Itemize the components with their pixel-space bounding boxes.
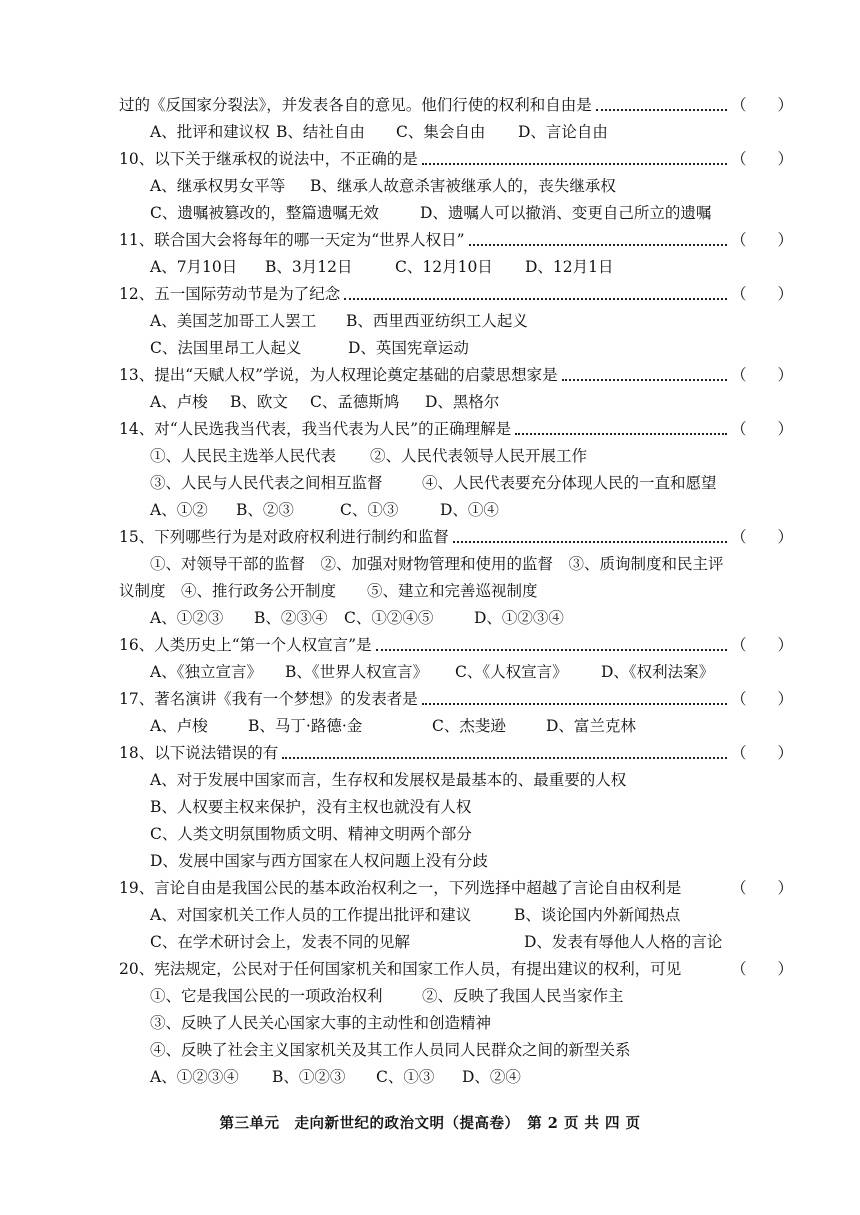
answer-option: C、孟德斯鸠 <box>310 393 400 411</box>
answer-blank: （ ） <box>731 636 794 654</box>
dot-leader <box>596 109 727 111</box>
answer-option: D、发表有辱他人人格的言论 <box>524 933 723 951</box>
answer-option: ①、人民民主选举人民代表 <box>150 447 337 465</box>
question-stem-line <box>119 92 795 119</box>
answer-option: C、遗嘱被篡改的，整篇遗嘱无效 <box>150 204 379 222</box>
answer-option: B、西里西亚纺织工人起义 <box>346 312 528 330</box>
answer-option: C、①③ <box>340 501 399 519</box>
options-line <box>119 929 795 956</box>
answer-option: D、①④ <box>440 501 499 519</box>
answer-option: C、法国里昂工人起义 <box>150 339 302 357</box>
question-stem-line <box>119 686 795 713</box>
options-line <box>119 173 795 200</box>
text-line: C、人类文明氛围物质文明、精神文明两个部分 <box>150 825 472 843</box>
answer-option: D、①②③④ <box>474 609 564 627</box>
answer-option: A、美国芝加哥工人罢工 <box>150 312 317 330</box>
dot-leader <box>422 703 727 705</box>
question-stem: 16、人类历史上“第一个人权宣言”是 <box>119 636 372 654</box>
answer-option: B、谈论国内外新闻热点 <box>514 906 681 924</box>
options-line <box>119 470 795 497</box>
text-line: ④、反映了社会主义国家机关及其工作人员同人民群众之间的新型关系 <box>150 1041 631 1059</box>
question-stem-line <box>119 956 795 983</box>
question-stem: 17、著名演讲《我有一个梦想》的发表者是 <box>119 690 418 708</box>
answer-option: C、①③ <box>376 1068 435 1086</box>
answer-blank: （ ） <box>731 231 794 249</box>
text-line: 议制度 ④、推行政务公开制度 ⑤、建立和完善巡视制度 <box>119 582 538 600</box>
options-line <box>119 902 795 929</box>
question-stem: 13、提出“天赋人权”学说，为人权理论奠定基础的启蒙思想家是 <box>119 366 558 384</box>
question-stem-line <box>119 740 795 767</box>
dot-leader <box>282 757 727 759</box>
answer-option: A、①②③ <box>150 609 224 627</box>
answer-option: D、②④ <box>462 1068 521 1086</box>
answer-option: D、遗嘱人可以撤消、变更自己所立的遗嘱 <box>420 204 712 222</box>
answer-option: C、《人权宣言》 <box>455 663 568 681</box>
question-stem-line <box>119 362 795 389</box>
answer-option: C、在学术研讨会上，发表不同的见解 <box>150 933 410 951</box>
answer-blank: （ ） <box>731 150 794 168</box>
text-line: D、发展中国家与西方国家在人权问题上没有分歧 <box>150 852 488 870</box>
question-stem: 15、下列哪些行为是对政府权利进行制约和监督 <box>119 528 449 546</box>
answer-option: ④、人民代表要充分体现人民的一直和愿望 <box>422 474 717 492</box>
answer-blank: （ ） <box>731 285 794 303</box>
answer-blank: （ ） <box>731 96 794 114</box>
options-line <box>119 335 795 362</box>
answer-option: A、①② <box>150 501 208 519</box>
text-line: ③、反映了人民关心国家大事的主动性和创造精神 <box>150 1014 492 1032</box>
options-line <box>119 605 795 632</box>
page-footer: 第三单元 走向新世纪的政治文明（提高卷） 第 2 页 共 四 页 <box>219 1115 641 1132</box>
answer-blank: （ ） <box>731 528 794 546</box>
question-stem: 20、宪法规定，公民对于任何国家机关和国家工作人员，有提出建议的权利，可见 <box>119 960 682 978</box>
question-stem-line <box>119 227 795 254</box>
answer-option: D、富兰克林 <box>546 717 636 735</box>
options-line <box>119 443 795 470</box>
answer-option: C、集会自由 <box>396 123 486 141</box>
text-line: B、人权要主权来保护，没有主权也就没有人权 <box>150 798 472 816</box>
options-line <box>119 1064 795 1091</box>
question-stem: 12、五一国际劳动节是为了纪念 <box>119 285 341 303</box>
answer-option: A、对国家机关工作人员的工作提出批评和建议 <box>150 906 472 924</box>
question-stem-line <box>119 524 795 551</box>
answer-option: D、12月1日 <box>525 258 614 276</box>
question-stem: 18、以下说法错误的有 <box>119 744 279 762</box>
options-line <box>119 983 795 1010</box>
question-stem: 19、言论自由是我国公民的基本政治权利之一，下列选择中超越了言论自由权利是 <box>119 879 682 897</box>
options-line <box>119 119 795 146</box>
answer-blank: （ ） <box>731 744 794 762</box>
answer-option: D、英国宪章运动 <box>348 339 469 357</box>
answer-option: B、3月12日 <box>265 258 353 276</box>
answer-option: B、结社自由 <box>276 123 365 141</box>
answer-option: B、马丁·路德·金 <box>248 717 363 735</box>
answer-option: D、言论自由 <box>518 123 608 141</box>
options-line <box>119 308 795 335</box>
answer-option: ②、人民代表领导人民开展工作 <box>370 447 588 465</box>
text-line: A、对于发展中国家而言，生存权和发展权是最基本的、最重要的人权 <box>150 771 627 789</box>
answer-option: C、杰斐逊 <box>432 717 506 735</box>
answer-option: A、批评和建议权 <box>150 123 270 141</box>
text-line: ①、对领导干部的监督 ②、加强对财物管理和使用的监督 ③、质询制度和民主评 <box>150 555 724 573</box>
dot-leader <box>453 541 727 543</box>
dot-leader <box>469 244 727 246</box>
dot-leader <box>376 649 727 651</box>
question-stem-line <box>119 875 795 902</box>
answer-blank: （ ） <box>731 960 794 978</box>
options-line <box>119 659 795 686</box>
answer-option: A、①②③④ <box>150 1068 239 1086</box>
answer-option: C、①②④⑤ <box>344 609 434 627</box>
answer-option: A、卢梭 <box>150 393 208 411</box>
answer-option: A、《独立宣言》 <box>150 663 262 681</box>
options-line <box>119 200 795 227</box>
dot-leader <box>344 298 727 300</box>
dot-leader <box>422 163 727 165</box>
answer-option: B、①②③ <box>272 1068 346 1086</box>
answer-option: B、②③ <box>236 501 294 519</box>
question-stem: 10、以下关于继承权的说法中，不正确的是 <box>119 150 418 168</box>
options-line <box>119 254 795 281</box>
answer-option: B、继承人故意杀害被继承人的，丧失继承权 <box>310 177 616 195</box>
question-list <box>119 92 795 1091</box>
question-stem: 过的《反国家分裂法》，并发表各自的意见。他们行使的权利和自由是 <box>119 96 592 114</box>
question-stem-line <box>119 416 795 443</box>
answer-option: A、7月10日 <box>150 258 238 276</box>
options-line <box>119 713 795 740</box>
answer-option: ②、反映了我国人民当家作主 <box>422 987 624 1005</box>
answer-option: B、欧文 <box>230 393 288 411</box>
answer-option: B、②③④ <box>254 609 328 627</box>
question-stem: 14、对“人民选我当代表，我当代表为人民”的正确理解是 <box>119 420 512 438</box>
answer-option: A、卢梭 <box>150 717 208 735</box>
answer-blank: （ ） <box>731 690 794 708</box>
answer-blank: （ ） <box>731 879 794 897</box>
question-stem-line <box>119 281 795 308</box>
options-line <box>119 389 795 416</box>
question-stem: 11、联合国大会将每年的哪一天定为“世界人权日” <box>119 231 465 249</box>
answer-option: C、12月10日 <box>395 258 493 276</box>
answer-option: ①、它是我国公民的一项政治权利 <box>150 987 383 1005</box>
answer-blank: （ ） <box>731 420 794 438</box>
answer-option: D、黑格尔 <box>425 393 500 411</box>
question-stem-line <box>119 146 795 173</box>
answer-option: D、《权利法案》 <box>601 663 715 681</box>
dot-leader <box>562 379 727 381</box>
answer-option: B、《世界人权宣言》 <box>285 663 429 681</box>
question-stem-line <box>119 632 795 659</box>
dot-leader <box>515 433 727 435</box>
answer-option: ③、人民与人民代表之间相互监督 <box>150 474 383 492</box>
answer-option: A、继承权男女平等 <box>150 177 286 195</box>
options-line <box>119 497 795 524</box>
answer-blank: （ ） <box>731 366 794 384</box>
